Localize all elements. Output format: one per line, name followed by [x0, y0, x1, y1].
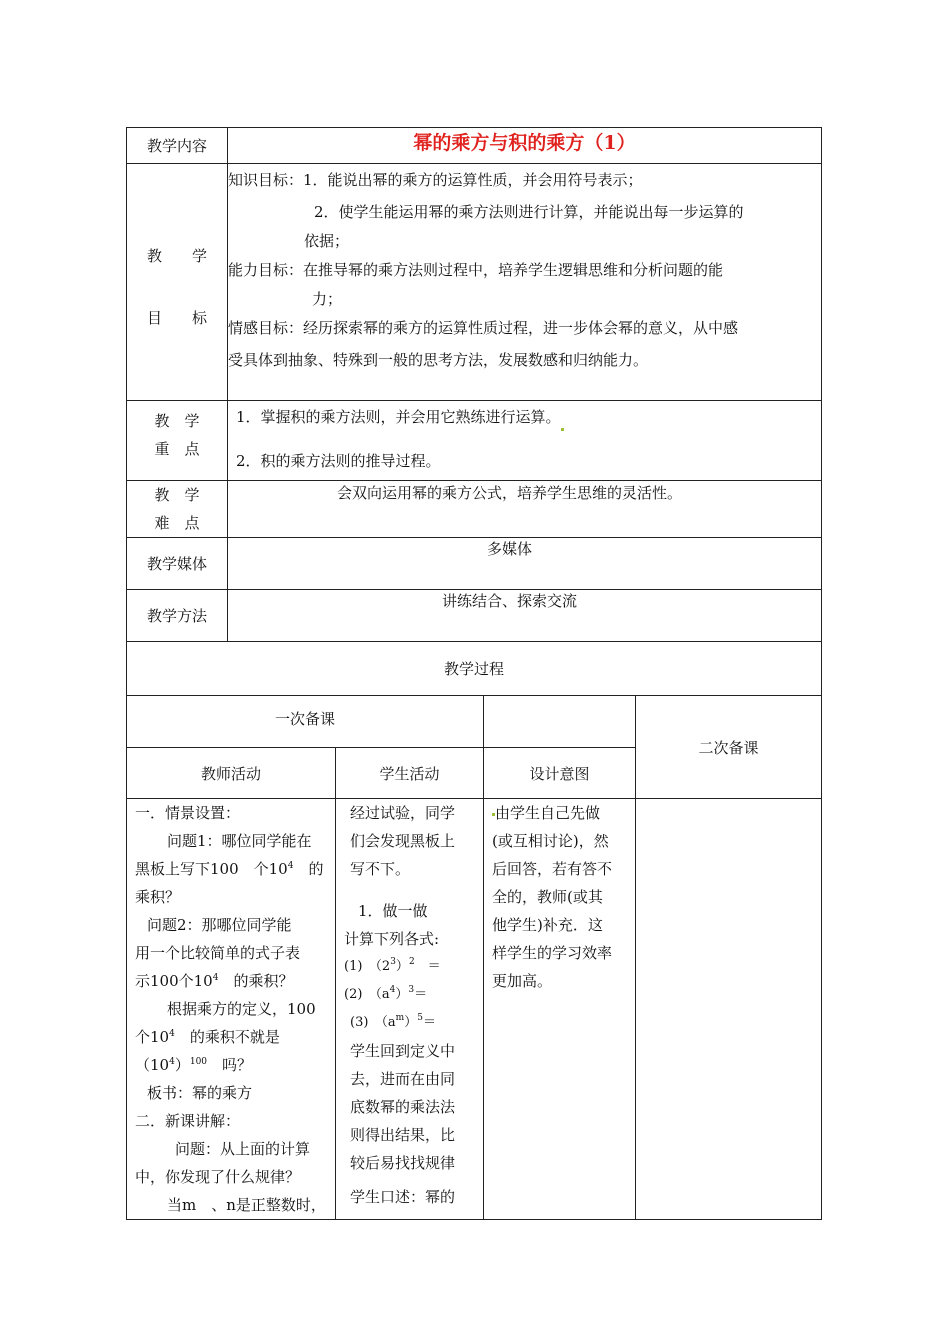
knowledge-goal-1: 知识目标：1．能说出幂的乘方的运算性质，并会用符号表示；: [228, 171, 643, 189]
first-prep-label: 一次备课: [127, 696, 484, 748]
exponent: 4: [389, 985, 396, 995]
marker-dot-icon: [561, 428, 564, 431]
student-line: 们会发现黑板上: [350, 832, 456, 850]
teacher-line: [135, 967, 329, 995]
student-line: 学生口述：幂的: [350, 1188, 456, 1206]
difficulties-content: 会双向运用幂的乘方公式，培养学生思维的灵活性。: [228, 481, 822, 538]
teacher-line: 中，你发现了什么规律？: [135, 1168, 301, 1186]
exercise-text: ）: [395, 959, 409, 974]
exponent: 4: [169, 1029, 175, 1039]
exercise-text: ＝: [422, 1015, 436, 1030]
process-heading-row: [127, 642, 822, 696]
design-intent-header: 设计意图: [484, 748, 636, 799]
teacher-line: 当m 、n是正整数时，: [167, 1196, 326, 1214]
design-line: 后回答，若有答不: [492, 860, 613, 878]
student-line: 计算下列各式:: [344, 930, 440, 948]
student-activity-cell: [336, 799, 484, 1220]
media-value: 多媒体: [228, 538, 822, 590]
exponent: m: [395, 1013, 405, 1023]
exponent: 4: [287, 861, 294, 871]
student-line: 底数幂的乘法法: [350, 1098, 456, 1116]
content-label: 教学内容: [127, 128, 228, 164]
student-line: 1．做一做: [358, 902, 428, 920]
design-line: 他学生)补充．这: [492, 916, 603, 934]
teacher-line: 用一个比较简单的式子表: [135, 944, 301, 962]
exponent: 100: [189, 1057, 208, 1067]
exercise-1: [344, 953, 477, 981]
lesson-plan-table: [126, 127, 822, 1220]
teacher-line: 板书：幂的乘方: [147, 1084, 253, 1102]
teacher-line: [135, 1051, 329, 1079]
process-heading: 教学过程: [127, 642, 822, 696]
design-line: 更加高。: [492, 972, 553, 990]
key-points-content: [228, 401, 822, 481]
teacher-line: 乘积？: [135, 888, 181, 906]
activity-content-row: [127, 799, 822, 1220]
teacher-line: 一．情景设置：: [135, 804, 241, 822]
difficulties-label-line1: 教 学: [154, 486, 200, 504]
teacher-line-text: （10: [135, 1056, 170, 1074]
design-line: 样学生的学习效率: [492, 944, 613, 962]
student-activity-header: 学生活动: [336, 748, 484, 799]
content-row: [127, 128, 822, 164]
emotion-goal-a: 情感目标：经历探索幂的乘方的运算性质过程，进一步体会幂的意义，从中感: [228, 319, 739, 337]
exponent: 3: [408, 985, 415, 995]
student-line: 去，进而在由同: [350, 1070, 456, 1088]
difficulties-label: [127, 481, 228, 538]
prep-row: [127, 696, 822, 748]
teacher-line: 问题2：那哪位同学能: [147, 916, 292, 934]
teacher-line: [135, 1023, 329, 1051]
exponent: 2: [408, 957, 415, 967]
teacher-line: [135, 855, 329, 883]
exercise-3: [350, 1009, 477, 1037]
teacher-activity-cell: [127, 799, 336, 1220]
design-line: 全的，教师(或其: [492, 888, 603, 906]
exponent: 4: [169, 1057, 175, 1067]
key-points-label-line2: 重 点: [154, 440, 200, 458]
key-points-label: [127, 401, 228, 481]
second-prep-label: 二次备课: [636, 696, 822, 799]
key-points-row: [127, 401, 822, 481]
exercise-2: [344, 981, 477, 1009]
second-prep-cell: [636, 799, 822, 1220]
teacher-line-text: ）: [174, 1056, 190, 1074]
student-line: 经过试验，同学: [350, 804, 456, 822]
objectives-label-line2: 目 标: [146, 309, 207, 327]
teacher-line-text: 的乘积不就是: [174, 1028, 280, 1046]
student-line: 较后易找找规律: [350, 1154, 456, 1172]
teacher-line-text: 的: [293, 860, 324, 878]
media-label: 教学媒体: [127, 538, 228, 590]
student-line: 学生回到定义中: [350, 1042, 456, 1060]
teacher-line: 二．新课讲解：: [135, 1112, 241, 1130]
knowledge-goal-2a: 2．使学生能运用幂的乘方法则进行计算，并能说出每一步运算的: [314, 203, 744, 221]
key-point-1: [236, 403, 813, 431]
emotion-goal-b: 受具体到抽象、特殊到一般的思考方法，发展数感和归纳能力。: [228, 351, 649, 369]
teacher-line: 问题：从上面的计算: [175, 1140, 311, 1158]
exponent: 4: [212, 973, 219, 983]
difficulties-label-line2: 难 点: [154, 514, 200, 532]
design-line: [492, 799, 631, 827]
exercise-text: (3) （a: [350, 1015, 396, 1030]
student-line: 则得出结果，比: [350, 1126, 456, 1144]
teacher-line-text: 黑板上写下100 个10: [135, 860, 288, 878]
student-line: 写不下。: [350, 860, 411, 878]
exercise-text: (1) （2: [344, 959, 391, 974]
media-row: [127, 538, 822, 590]
method-label: 教学方法: [127, 590, 228, 642]
teacher-line-text: 个10: [135, 1028, 170, 1046]
objectives-label: [127, 164, 228, 401]
exercise-text: (2) （a: [344, 987, 390, 1002]
key-point-2: 2．积的乘方法则的推导过程。: [236, 452, 441, 470]
method-row: [127, 590, 822, 642]
teacher-line: 问题1：哪位同学能在: [167, 832, 312, 850]
teacher-line: 根据乘方的定义，100: [167, 1000, 316, 1018]
design-line-text: 由学生自己先做: [495, 804, 601, 822]
teacher-activity-header: 教师活动: [127, 748, 336, 799]
difficulties-row: [127, 481, 822, 538]
key-points-label-line1: 教 学: [154, 412, 200, 430]
exponent: 5: [417, 1013, 423, 1023]
exponent: 3: [390, 957, 396, 967]
knowledge-goal-2b: 依据；: [304, 232, 350, 250]
teacher-line-text: 吗？: [207, 1056, 253, 1074]
key-point-1-text: 1．掌握积的乘方法则，并会用它熟练进行运算。: [236, 408, 561, 426]
teacher-line-text: 的乘积？: [218, 972, 294, 990]
exercise-text: ）: [395, 987, 409, 1002]
objectives-row: [127, 164, 822, 401]
exercise-text: ＝: [414, 987, 428, 1002]
design-intent-cell: [484, 799, 636, 1220]
ability-goal-a: 能力目标：在推导幂的乘方法则过程中，培养学生逻辑思维和分析问题的能: [228, 261, 724, 279]
ability-goal-b: 力；: [312, 290, 343, 308]
teacher-line-text: 示100个10: [135, 972, 213, 990]
method-value: 讲练结合、探索交流: [228, 590, 822, 642]
objectives-content: [228, 164, 822, 401]
design-line: (或互相讨论)，然: [492, 832, 609, 850]
objectives-label-line1: 教 学: [146, 247, 207, 265]
page-title: 幂的乘方与积的乘方（1）: [228, 128, 822, 164]
exercise-text: ＝: [414, 959, 441, 974]
prep-empty-cell: [484, 696, 636, 748]
exercise-text: ）: [404, 1015, 418, 1030]
